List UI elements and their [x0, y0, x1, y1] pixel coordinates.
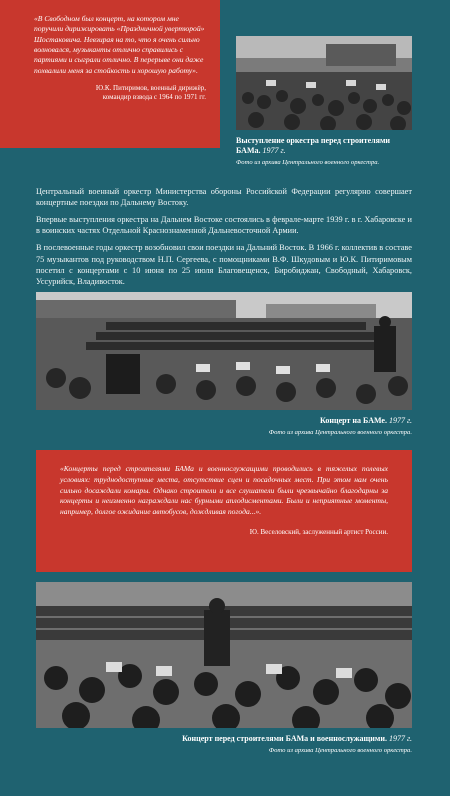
- quote-box-top: [0, 0, 220, 148]
- photo-orchestra-performance-image: [236, 36, 412, 130]
- photo1-year: 1977 г.: [262, 146, 286, 155]
- body-paragraph-3: В послевоенные годы оркестр возобновил свои поездки на Дальний Восток. В 1966 г. коллектив в составе 75 музыкантов под руководством Н.П. Сергеева, с помощниками В.Ф. Шкудовым и Ю.К. Питиримовым посетил с концертами с 10 июня по 25 июля Благовещенск, Биробиджан, Свободный, Хабаровск, Уссурийск, Владивосток.: [36, 243, 412, 286]
- photo1-source: Фото из архива Центрального военного оркестра.: [236, 159, 380, 166]
- photo-concert-builders: [36, 582, 412, 728]
- photo-orchestra-performance: [236, 36, 412, 130]
- photo3-year: 1977 г.: [388, 734, 412, 743]
- photo2-source: Фото из архива Центрального военного оркестра.: [268, 429, 412, 436]
- quote-mid-author: Ю. Веселовский, заслуженный артист России.: [249, 527, 388, 536]
- quote-top-author-line2: командир взвода с 1964 по 1971 гг.: [102, 92, 206, 101]
- photo3-caption-title: [36, 734, 412, 744]
- photo2-title-text: Концерт на БАМе.: [319, 416, 387, 425]
- body-paragraph-1: Центральный военный оркестр Министерства обороны Российской Федерации регулярно совершает концертные поездки по Дальнему Востоку.: [36, 187, 412, 208]
- photo1-title-text: Выступление оркестра перед строителями БАМа.: [236, 136, 391, 155]
- photo-concert-bam: [36, 292, 412, 410]
- body-text: [36, 186, 412, 293]
- quote-top-author: [34, 84, 206, 102]
- quote-top-text: «В Свободном был концерт, на котором мне поручили дирижировать «Праздничной увертюрой» Шостаковича. Невзирая на то, что я очень сильно волновался, музыканты отлично справились с партиями и сыграли отлично. В перерыве они даже похвалили меня за стойкость и хорошую работу».: [34, 14, 205, 75]
- photo3-source: Фото из архива Центрального военного оркестра.: [268, 747, 412, 754]
- photo2-year: 1977 г.: [388, 416, 412, 425]
- photo1-caption: [236, 136, 416, 166]
- quote-mid-text: «Концерты перед строителями БАМа и военнослужащими проводились в тяжелых полевых условиях: труднодоступные места, отсутствие сцен и посадочных мест. При этом нам очень сильно досаждали комары. Однако строители и все слушатели были чрезвычайно благодарны за концерты и неизменно награждали нас бурными аплодисментами. Были и неприятные моменты, например, долгое ожидание автобусов, дождливая погода...».: [60, 464, 388, 517]
- quote-top-author-line1: Ю.К. Питиримов, военный дирижёр,: [95, 83, 206, 92]
- photo3-caption: [36, 734, 412, 754]
- photo-concert-builders-image: [36, 582, 412, 728]
- photo1-caption-title: [236, 136, 416, 156]
- photo2-caption-title: [36, 416, 412, 426]
- quote-box-middle: [36, 450, 412, 572]
- photo2-caption: [36, 416, 412, 436]
- photo3-title-text: Концерт перед строителями БАМа и военнослужащими.: [182, 734, 387, 743]
- body-paragraph-2: Впервые выступления оркестра на Дальнем Востоке состоялись в феврале-марте 1939 г. в г. Хабаровске и в воинских частях Отдельной Краснознаменной Дальневосточной Армии.: [36, 215, 412, 236]
- photo-concert-bam-image: [36, 292, 412, 410]
